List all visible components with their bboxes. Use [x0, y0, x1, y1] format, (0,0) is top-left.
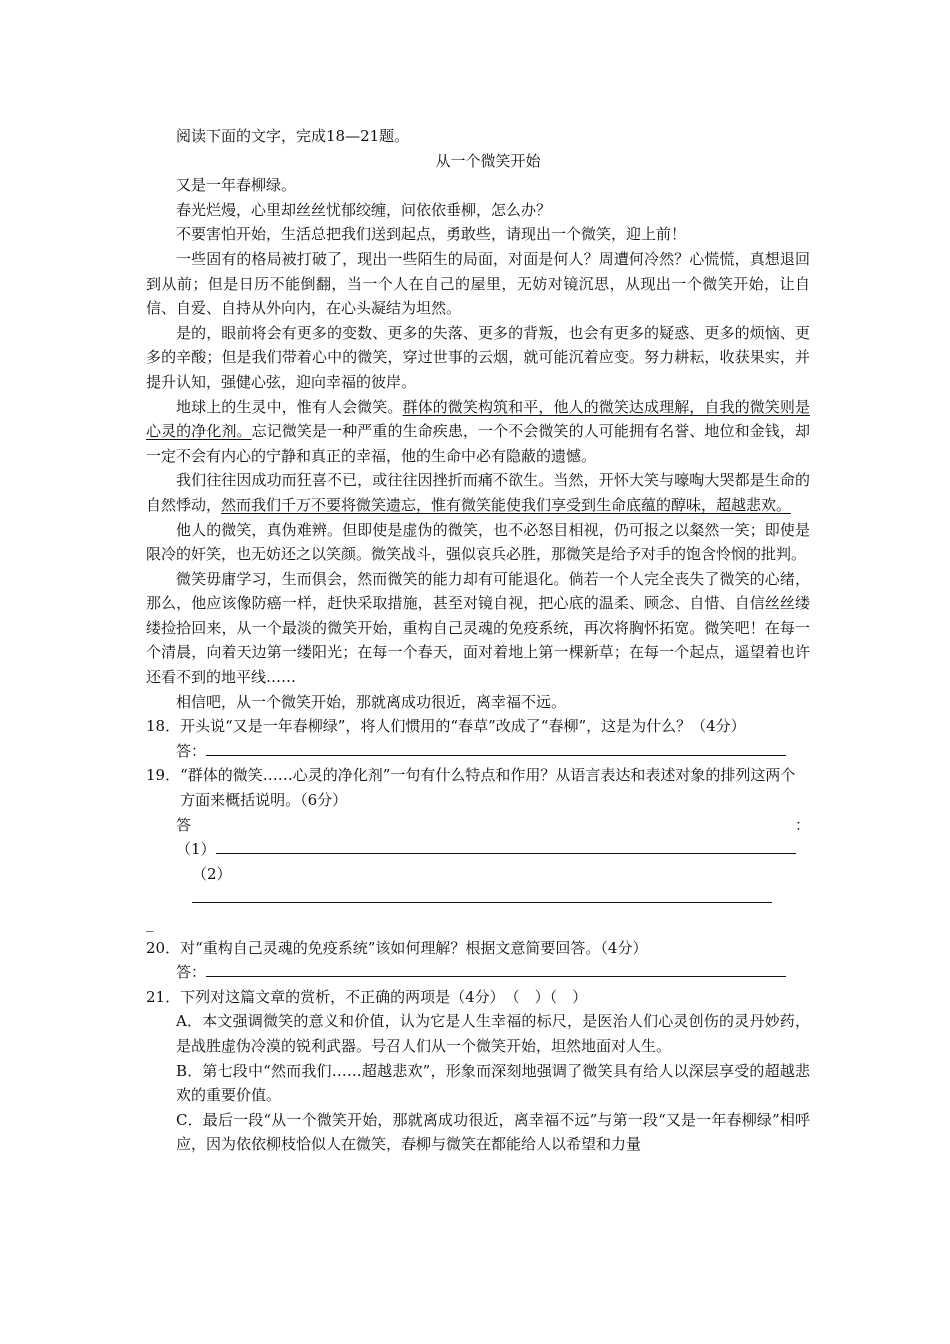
option-b[interactable]: B．第七段中“然而我们……超越悲欢”，形象而深刻地强调了微笑具有给人以深层享受的超越悲欢的重要价值。: [176, 1061, 810, 1105]
option-a[interactable]: A．本文强调微笑的意义和价值，认为它是人生幸福的标尺，是医治人们心灵创伤的灵丹妙药，是战胜虚伪冷漠的锐利武器。号召人们从一个微笑开始，坦然地面对人生。: [176, 1012, 810, 1055]
question-19: [146, 763, 810, 812]
paragraph-6: [146, 395, 810, 469]
exam-page: [146, 124, 810, 1157]
question-21-text: 下列对这篇文章的赏析，不正确的两项是（4分） （ ）（ ）: [180, 987, 588, 1006]
question-19-number: 19．: [146, 766, 181, 785]
paragraph-2: 春光烂熳，心里却丝丝忧郁绞缠，问依依垂柳，怎么办？: [176, 200, 552, 219]
question-18-answer: [146, 739, 810, 764]
question-18-number: 18．: [146, 717, 181, 736]
paragraph-10: 相信吧，从一个微笑开始，那就离成功很近，离幸福不远。: [176, 692, 567, 711]
question-18: [146, 714, 810, 739]
question-19-sub-2: [146, 862, 810, 911]
question-19-sub-1: [146, 837, 810, 862]
option-c[interactable]: C．最后一段“从一个微笑开始，那就离成功很近，离幸福不远”与第一段“又是一年春柳绿”相呼应，因为依依柳枝恰似人在微笑，春柳与微笑在都能给人以希望和力量: [176, 1110, 810, 1154]
paragraph-1: 又是一年春柳绿。: [176, 176, 297, 195]
question-19-answer-row: [146, 813, 810, 838]
answer-line-18[interactable]: [206, 739, 786, 756]
question-20-answer: [146, 960, 810, 985]
paragraph-7: [146, 468, 810, 517]
answer-line-19-2[interactable]: [192, 886, 772, 903]
question-20: [146, 936, 810, 961]
paragraph-6-underlined: 群体的微笑构筑和平，他人的微笑达成理解，自我的微笑则是心灵的净化剂。: [146, 397, 810, 441]
paragraph-4: 一些固有的格局被打破了，现出一些陌生的局面，对面是何人？周遭何冷然？心慌慌，真想退回到从前；但是日历不能倒翻，当一个人在自己的屋里，无妨对镜沉思，从现出一个微笑开始，让自信、自爱、自持从外向内，在心头凝结为坦然。: [146, 249, 810, 318]
intro-text: 阅读下面的文字，完成18—21题。: [176, 127, 410, 145]
sub-label-1: （1）: [176, 840, 216, 859]
paragraph-9: 微笑毋庸学习，生而俱会，然而微笑的能力却有可能退化。倘若一个人完全丧失了微笑的心绪，那么，他应该像防癌一样，赶快采取措施，甚至对镜自视，把心底的温柔、顾念、自惜、自信丝丝缕缕捡拾回来，从一个最淡的微笑开始，重构自己灵魂的免疫系统，再次将胸怀拓宽。微笑吧！在每一个清晨，向着天边第一缕阳光；在每一个春天，面对着地上第一棵新草；在每一个起点，遥望着也许还看不到的地平线……: [146, 569, 810, 687]
paragraph-8: 他人的微笑，真伪难辨。但即使是虚伪的微笑，也不必怒目相视，仍可报之以粲然一笑；即使是限冷的奸笑，也无妨还之以笑颜。微笑战斗，强似哀兵必胜，那微笑是给予对手的饱含怜悯的批判。: [146, 520, 810, 564]
paragraph-6-end: 忘记微笑是一种严重的生命疾患，一个不会微笑的人可能拥有名誉、地位和金钱，却一定不会有内心的宁静和真正的幸福，他的生命中必有隐蔽的遗憾。: [146, 422, 810, 465]
question-21-number: 21．: [146, 987, 181, 1006]
paragraph-7-start: 我们往往因成功而狂喜不已，或往往因挫折而痛不欲生。当然，开怀大笑与嚎啕大哭都是生命的自然悸动，: [146, 471, 810, 514]
paragraph-5: 是的，眼前将会有更多的变数、更多的失落、更多的背叛，也会有更多的疑惑、更多的烦恼、更多的辛酸；但是我们带着心中的微笑，穿过世事的云烟，就可能沉着应变。努力耕耘，收获果实，并提升认知，强健心弦，迎向幸福的彼岸。: [146, 323, 810, 391]
question-19-text: “群体的微笑……心灵的净化剂”一句有什么特点和作用？从语言表达和表述对象的排列这两个方面来概括说明。（6分）: [180, 766, 796, 810]
paragraph-6-start: 地球上的生灵中，惟有人会微笑。: [176, 397, 403, 416]
paragraph-7-underlined: 然而我们千万不要将微笑遗忘，惟有微笑能使我们享受到生命底蕴的醇味，超越悲欢。: [221, 495, 792, 514]
question-20-text: 对“重构自己灵魂的免疫系统”该如何理解？根据文意简要回答。（4分）: [180, 938, 648, 957]
question-19-tail: _: [146, 914, 154, 932]
sub-label-2: （2）: [192, 864, 232, 883]
answer-colon-19: ：: [794, 815, 810, 834]
article-title: 从一个微笑开始: [435, 151, 541, 170]
answer-line-20[interactable]: [206, 960, 786, 977]
question-18-text: 开头说“又是一年春柳绿”，将人们惯用的“春草”改成了“春柳”，这是为什么？（4分）: [180, 717, 746, 736]
question-21: [146, 985, 810, 1010]
answer-label-20: 答：: [176, 963, 207, 982]
answer-line-19-1[interactable]: [216, 837, 796, 854]
answer-label-19: 答: [176, 815, 192, 834]
question-20-number: 20．: [146, 938, 181, 957]
answer-label-18: 答：: [176, 741, 207, 760]
paragraph-3: 不要害怕开始，生活总把我们送到起点，勇敢些，请现出一个微笑，迎上前！: [176, 225, 687, 244]
